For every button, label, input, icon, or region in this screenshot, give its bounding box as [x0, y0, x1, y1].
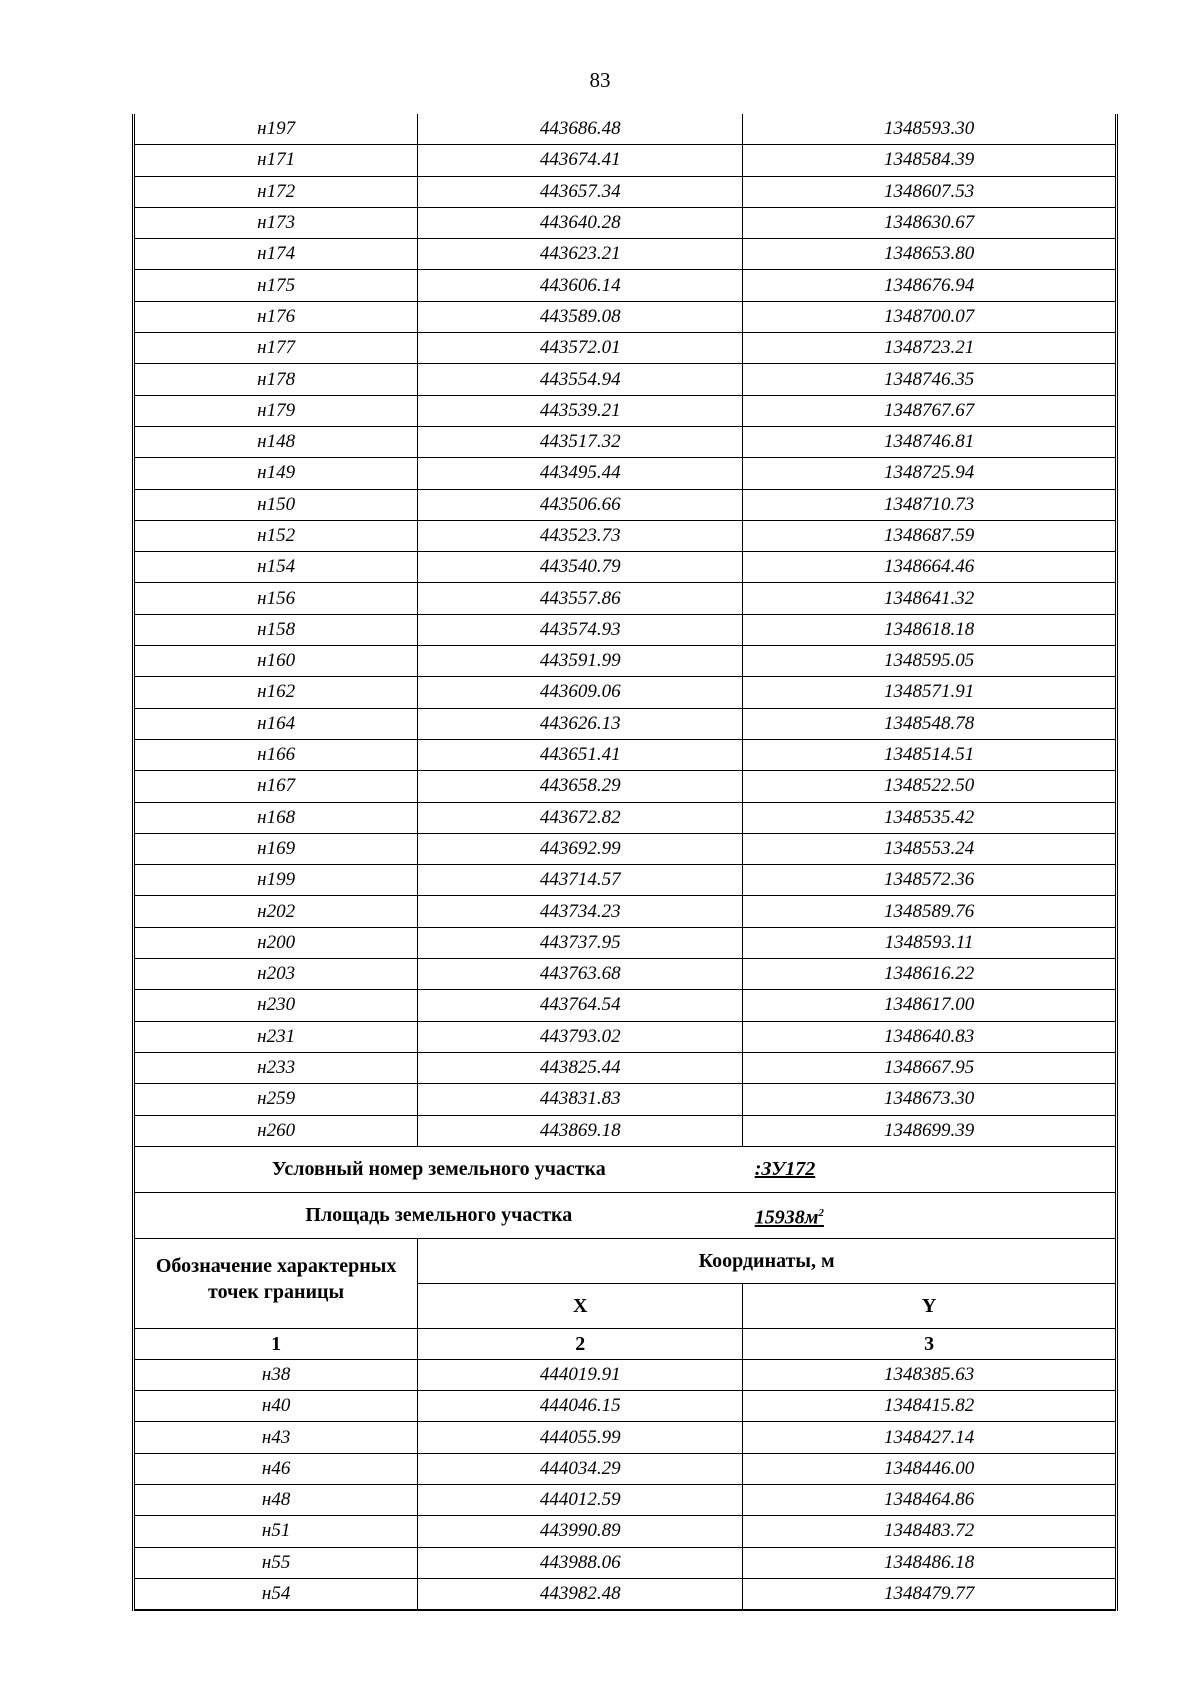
- y-coordinate-cell: 1348618.18: [743, 614, 1115, 645]
- table-row: [135, 176, 1115, 207]
- y-coordinate-cell: 1348700.07: [743, 301, 1115, 332]
- y-coordinate-cell: 1348664.46: [743, 552, 1115, 583]
- x-coordinate-cell: 443793.02: [418, 1021, 743, 1052]
- page-number: 83: [589, 68, 611, 92]
- table-row: [135, 646, 1115, 677]
- y-coordinate-cell: 1348616.22: [743, 959, 1115, 990]
- x-coordinate-cell: 443686.48: [418, 114, 743, 145]
- point-label-cell: н172: [135, 176, 418, 207]
- point-label-cell: н149: [135, 458, 418, 489]
- y-coordinate-cell: 1348535.42: [743, 802, 1115, 833]
- table-row: [135, 489, 1115, 520]
- point-label-cell: н154: [135, 552, 418, 583]
- y-coordinate-cell: 1348687.59: [743, 520, 1115, 551]
- x-coordinate-cell: 443572.01: [418, 333, 743, 364]
- x-coordinate-cell: 443609.06: [418, 677, 743, 708]
- y-coordinate-cell: 1348746.35: [743, 364, 1115, 395]
- x-coordinate-cell: 443714.57: [418, 865, 743, 896]
- point-label-cell: н158: [135, 614, 418, 645]
- table-row: [135, 614, 1115, 645]
- table-row: [135, 1391, 1115, 1422]
- x-coordinate-cell: 443523.73: [418, 520, 743, 551]
- table-row: [135, 1516, 1115, 1547]
- point-label-cell: н43: [135, 1422, 418, 1453]
- y-coordinate-cell: 1348667.95: [743, 1052, 1115, 1083]
- point-label-cell: н150: [135, 489, 418, 520]
- table-row: [135, 364, 1115, 395]
- table-row: [135, 990, 1115, 1021]
- x-coordinate-cell: 443591.99: [418, 646, 743, 677]
- x-coordinate-cell: 443540.79: [418, 552, 743, 583]
- y-coordinate-cell: 1348641.32: [743, 583, 1115, 614]
- y-coordinate-cell: 1348464.86: [743, 1484, 1115, 1515]
- x-coordinate-cell: 443737.95: [418, 927, 743, 958]
- x-coordinate-cell: 443554.94: [418, 364, 743, 395]
- y-coordinate-cell: 1348486.18: [743, 1547, 1115, 1578]
- y-coordinate-cell: 1348571.91: [743, 677, 1115, 708]
- y-coordinate-cell: 1348427.14: [743, 1422, 1115, 1453]
- x-coordinate-cell: 443672.82: [418, 802, 743, 833]
- table-row: [135, 552, 1115, 583]
- table-row: [135, 114, 1115, 145]
- point-label-cell: н55: [135, 1547, 418, 1578]
- x-coordinate-cell: 443692.99: [418, 833, 743, 864]
- table-row: [135, 207, 1115, 238]
- table-row: [135, 1052, 1115, 1083]
- x-coordinate-cell: 443657.34: [418, 176, 743, 207]
- y-coordinate-cell: 1348767.67: [743, 395, 1115, 426]
- x-column-header: X: [418, 1283, 743, 1328]
- y-coordinate-cell: 1348653.80: [743, 239, 1115, 270]
- y-coordinate-cell: 1348483.72: [743, 1516, 1115, 1547]
- x-coordinate-cell: 443764.54: [418, 990, 743, 1021]
- point-label-cell: н160: [135, 646, 418, 677]
- table-row: [135, 1021, 1115, 1052]
- y-coordinate-cell: 1348415.82: [743, 1391, 1115, 1422]
- y-coordinate-cell: 1348676.94: [743, 270, 1115, 301]
- table-row: [135, 1453, 1115, 1484]
- y-coordinate-cell: 1348522.50: [743, 771, 1115, 802]
- point-label-cell: н46: [135, 1453, 418, 1484]
- parcel-area-unit-sup: 2: [818, 1206, 824, 1219]
- point-label-cell: н38: [135, 1359, 418, 1390]
- point-label-cell: н164: [135, 708, 418, 739]
- x-coordinate-cell: 444034.29: [418, 1453, 743, 1484]
- table-row: [135, 708, 1115, 739]
- point-label-cell: н148: [135, 426, 418, 457]
- point-label-cell: н40: [135, 1391, 418, 1422]
- table-row: [135, 959, 1115, 990]
- parcel-area-cell: [743, 1192, 1115, 1238]
- y-coordinate-cell: 1348572.36: [743, 865, 1115, 896]
- point-label-cell: н173: [135, 207, 418, 238]
- x-coordinate-cell: 443506.66: [418, 489, 743, 520]
- table-row: [135, 833, 1115, 864]
- table-header-body: [135, 1238, 1115, 1359]
- table-row: [135, 1115, 1115, 1146]
- point-label-cell: н176: [135, 301, 418, 332]
- y-coordinate-cell: 1348746.81: [743, 426, 1115, 457]
- point-label-cell: н167: [135, 771, 418, 802]
- point-label-cell: н166: [135, 739, 418, 770]
- table-row: [135, 802, 1115, 833]
- parcel-area-value: 15938м: [754, 1206, 819, 1229]
- column-numbers-row: [135, 1328, 1115, 1359]
- parcel-area-row: [135, 1192, 1115, 1238]
- table-row: [135, 1547, 1115, 1578]
- y-coordinate-cell: 1348479.77: [743, 1578, 1115, 1610]
- y-coordinate-cell: 1348548.78: [743, 708, 1115, 739]
- y-coordinate-cell: 1348385.63: [743, 1359, 1115, 1390]
- table-row: [135, 1422, 1115, 1453]
- point-label-cell: н203: [135, 959, 418, 990]
- point-label-cell: н162: [135, 677, 418, 708]
- point-label-cell: н177: [135, 333, 418, 364]
- x-coordinate-cell: 443640.28: [418, 207, 743, 238]
- y-coordinate-cell: 1348640.83: [743, 1021, 1115, 1052]
- x-coordinate-cell: 443495.44: [418, 458, 743, 489]
- y-coordinate-cell: 1348593.30: [743, 114, 1115, 145]
- table-row: [135, 145, 1115, 176]
- table-row: [135, 1084, 1115, 1115]
- parcel-area-label: Площадь земельного участка: [135, 1192, 743, 1238]
- point-label-cell: н197: [135, 114, 418, 145]
- point-label-cell: н260: [135, 1115, 418, 1146]
- x-coordinate-cell: 443990.89: [418, 1516, 743, 1547]
- x-coordinate-cell: 443557.86: [418, 583, 743, 614]
- x-coordinate-cell: 443674.41: [418, 145, 743, 176]
- point-label-cell: н202: [135, 896, 418, 927]
- column-number-1: 1: [135, 1328, 418, 1359]
- point-label-cell: н48: [135, 1484, 418, 1515]
- y-coordinate-cell: 1348593.11: [743, 927, 1115, 958]
- x-coordinate-cell: 443589.08: [418, 301, 743, 332]
- x-coordinate-cell: 443651.41: [418, 739, 743, 770]
- header-row-top: [135, 1238, 1115, 1283]
- x-coordinate-cell: 444012.59: [418, 1484, 743, 1515]
- x-coordinate-cell: 443869.18: [418, 1115, 743, 1146]
- y-coordinate-cell: 1348617.00: [743, 990, 1115, 1021]
- x-coordinate-cell: 443626.13: [418, 708, 743, 739]
- table-row: [135, 395, 1115, 426]
- parcel-number-row: [135, 1146, 1115, 1192]
- x-coordinate-cell: 444019.91: [418, 1359, 743, 1390]
- parcel-info-body: [135, 1146, 1115, 1238]
- y-coordinate-cell: 1348553.24: [743, 833, 1115, 864]
- points-column-header: Обозначение характерных точек границы: [135, 1238, 418, 1328]
- table-row: [135, 583, 1115, 614]
- y-coordinate-cell: 1348673.30: [743, 1084, 1115, 1115]
- column-number-3: 3: [743, 1328, 1115, 1359]
- table-row: [135, 865, 1115, 896]
- table-row: [135, 771, 1115, 802]
- parcel-number-label: Условный номер земельного участка: [135, 1146, 743, 1192]
- table-row: [135, 426, 1115, 457]
- x-coordinate-cell: 443539.21: [418, 395, 743, 426]
- x-coordinate-cell: 443658.29: [418, 771, 743, 802]
- y-coordinate-cell: 1348584.39: [743, 145, 1115, 176]
- y-column-header: Y: [743, 1283, 1115, 1328]
- table-row: [135, 1359, 1115, 1390]
- coordinates-column-header: Координаты, м: [418, 1238, 1115, 1283]
- y-coordinate-cell: 1348446.00: [743, 1453, 1115, 1484]
- point-label-cell: н169: [135, 833, 418, 864]
- x-coordinate-cell: 443623.21: [418, 239, 743, 270]
- y-coordinate-cell: 1348595.05: [743, 646, 1115, 677]
- table-row: [135, 739, 1115, 770]
- point-label-cell: н233: [135, 1052, 418, 1083]
- table-row: [135, 927, 1115, 958]
- table-row: [135, 270, 1115, 301]
- point-label-cell: н51: [135, 1516, 418, 1547]
- table-row: [135, 458, 1115, 489]
- upper-coordinates-body: [135, 114, 1115, 1146]
- table-row: [135, 1578, 1115, 1610]
- table-row: [135, 1484, 1115, 1515]
- point-label-cell: н178: [135, 364, 418, 395]
- point-label-cell: н156: [135, 583, 418, 614]
- x-coordinate-cell: 444055.99: [418, 1422, 743, 1453]
- table-row: [135, 301, 1115, 332]
- x-coordinate-cell: 443606.14: [418, 270, 743, 301]
- point-label-cell: н174: [135, 239, 418, 270]
- y-coordinate-cell: 1348630.67: [743, 207, 1115, 238]
- y-coordinate-cell: 1348589.76: [743, 896, 1115, 927]
- coordinates-table: [135, 114, 1115, 1611]
- x-coordinate-cell: 443734.23: [418, 896, 743, 927]
- point-label-cell: н259: [135, 1084, 418, 1115]
- point-label-cell: н171: [135, 145, 418, 176]
- y-coordinate-cell: 1348514.51: [743, 739, 1115, 770]
- x-coordinate-cell: 443988.06: [418, 1547, 743, 1578]
- point-label-cell: н200: [135, 927, 418, 958]
- table-row: [135, 677, 1115, 708]
- y-coordinate-cell: 1348725.94: [743, 458, 1115, 489]
- point-label-cell: н152: [135, 520, 418, 551]
- point-label-cell: н168: [135, 802, 418, 833]
- x-coordinate-cell: 443574.93: [418, 614, 743, 645]
- x-coordinate-cell: 443825.44: [418, 1052, 743, 1083]
- y-coordinate-cell: 1348723.21: [743, 333, 1115, 364]
- point-label-cell: н231: [135, 1021, 418, 1052]
- column-number-2: 2: [418, 1328, 743, 1359]
- x-coordinate-cell: 444046.15: [418, 1391, 743, 1422]
- x-coordinate-cell: 443517.32: [418, 426, 743, 457]
- coordinates-table-container: [132, 114, 1118, 1611]
- parcel-number-value: :ЗУ172: [743, 1146, 1115, 1192]
- y-coordinate-cell: 1348699.39: [743, 1115, 1115, 1146]
- y-coordinate-cell: 1348710.73: [743, 489, 1115, 520]
- table-row: [135, 333, 1115, 364]
- x-coordinate-cell: 443982.48: [418, 1578, 743, 1610]
- point-label-cell: н230: [135, 990, 418, 1021]
- x-coordinate-cell: 443831.83: [418, 1084, 743, 1115]
- x-coordinate-cell: 443763.68: [418, 959, 743, 990]
- lower-coordinates-body: [135, 1359, 1115, 1610]
- table-row: [135, 239, 1115, 270]
- table-row: [135, 520, 1115, 551]
- point-label-cell: н179: [135, 395, 418, 426]
- table-row: [135, 896, 1115, 927]
- y-coordinate-cell: 1348607.53: [743, 176, 1115, 207]
- point-label-cell: н175: [135, 270, 418, 301]
- point-label-cell: н199: [135, 865, 418, 896]
- point-label-cell: н54: [135, 1578, 418, 1610]
